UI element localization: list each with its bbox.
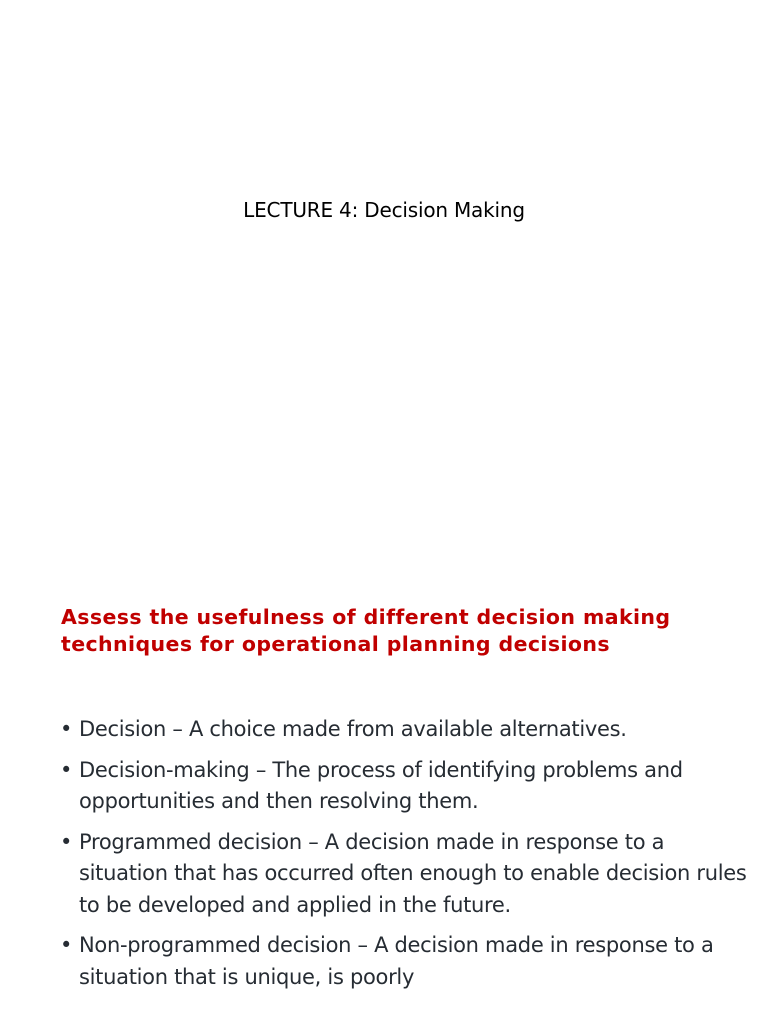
- definition-list: [60, 714, 750, 1002]
- slide-title: LECTURE 4: Decision Making: [243, 198, 525, 222]
- bullet-text: Decision – A choice made from available alternatives.: [79, 717, 627, 741]
- list-item: [60, 930, 750, 993]
- list-item: [60, 755, 750, 818]
- bullet-text: Programmed decision – A decision made in response to a situation that has occurred often enough to enable decision rules to be developed and applied in the future.: [79, 829, 747, 917]
- bullet-icon: •: [60, 717, 73, 741]
- list-item: [60, 827, 750, 922]
- section-heading: Assess the usefulness of different decision making techniques for operational planning decisions: [61, 605, 671, 656]
- bullet-icon: •: [60, 757, 73, 782]
- bullet-icon: •: [60, 829, 73, 854]
- bullet-text: Non-programmed decision – A decision made in response to a situation that is unique, is poorly: [79, 933, 714, 989]
- bullet-text: Decision-making – The process of identifying problems and opportunities and then resolving them.: [79, 757, 683, 813]
- bullet-icon: •: [60, 933, 73, 957]
- list-item: [60, 714, 750, 746]
